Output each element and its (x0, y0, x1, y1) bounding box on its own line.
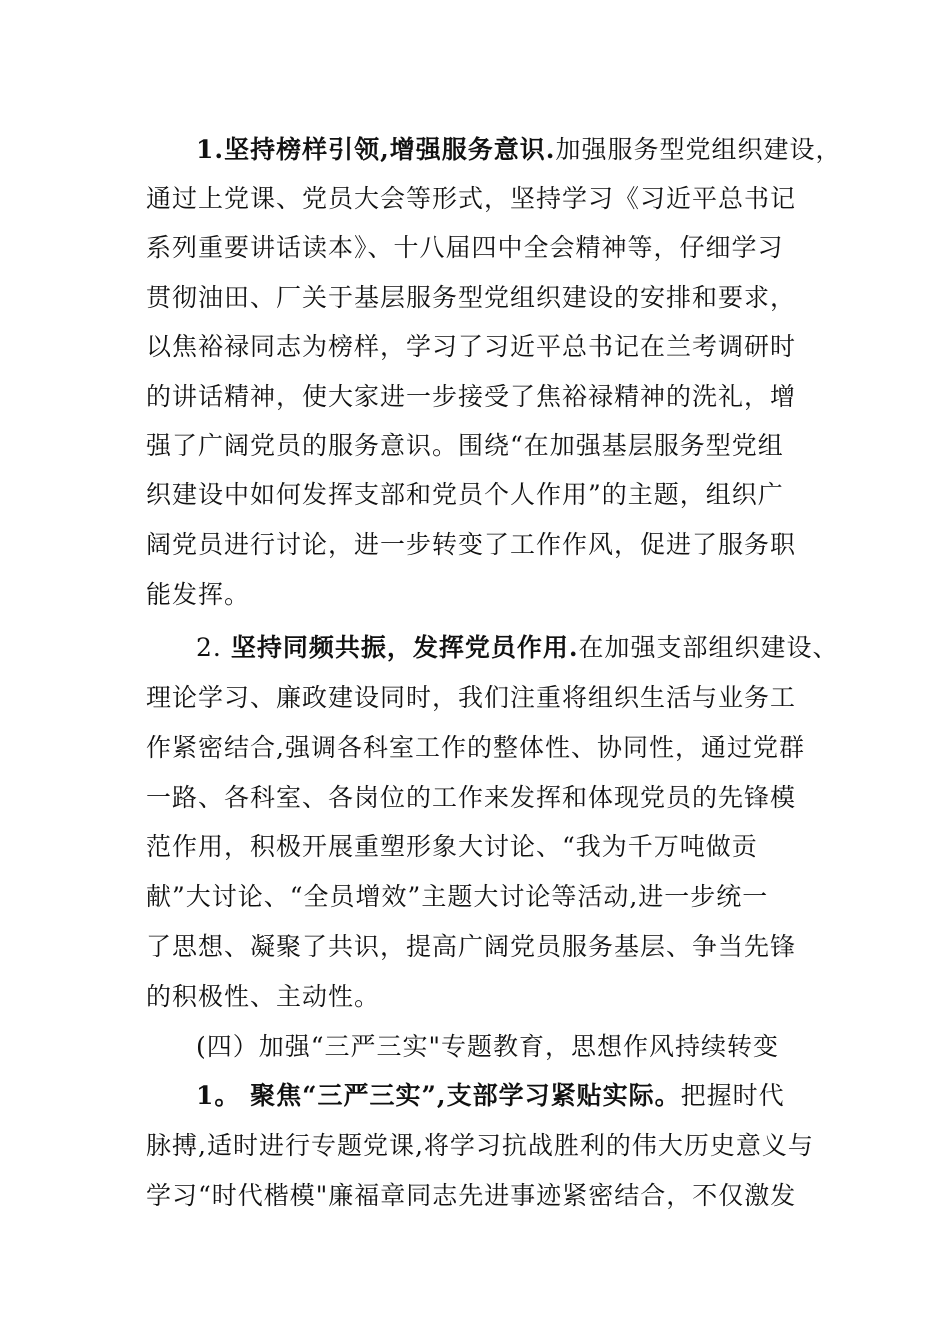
paragraph-line: 学习“时代楷模"廉福章同志先进事迹紧密结合，不仅激发 (146, 1181, 797, 1210)
paragraph-line: 了思想、凝聚了共识，提高广阔党员服务基层、争当先锋 (146, 932, 797, 961)
paragraph-line: 强了广阔党员的服务意识。围绕“在加强基层服务型党组 (146, 431, 784, 460)
paragraph-line: 的讲话精神，使大家进一步接受了焦裕禄精神的洗礼，增 (146, 382, 797, 411)
paragraph-line: 的积极性、主动性。 (146, 982, 381, 1011)
paragraph-line: 作紧密结合,强调各科室工作的整体性、协同性，通过党群 (146, 733, 805, 762)
paragraph-line: 阔党员进行讨论，进一步转变了工作作风，促进了服务职 (146, 530, 797, 559)
paragraph-line (196, 1081, 785, 1111)
item-text: 把握时代 (680, 1081, 785, 1110)
item-title: 1.坚持榜样引领,增强服务意识. (196, 135, 556, 164)
paragraph-line: 以焦裕禄同志为榜样，学习了习近平总书记在兰考调研时 (146, 332, 797, 361)
paragraph-line: 一路、各科室、各岗位的工作来发挥和体现党员的先锋模 (146, 783, 797, 812)
paragraph-line: 理论学习、廉政建设同时，我们注重将组织生活与业务工 (146, 683, 797, 712)
paragraph-line (196, 135, 842, 165)
paragraph-line: 通过上党课、党员大会等形式，坚持学习《习近平总书记 (146, 184, 797, 213)
item-title: 1。 聚焦“三严三实”,支部学习紧贴实际。 (196, 1081, 681, 1110)
paragraph-line: 能发挥。 (146, 580, 251, 609)
paragraph-line: 范作用，积极开展重塑形象大讨论、“我为千万吨做贡 (146, 832, 758, 861)
paragraph-line: 贯彻油田、厂关于基层服务型党组织建设的安排和要求， (146, 283, 797, 312)
paragraph-line: 系列重要讲话读本》、十八届四中全会精神等，仔细学习 (146, 233, 784, 262)
item-text: 加强服务型党组织建设， (555, 135, 842, 164)
item-number: 2. (196, 633, 231, 662)
item-text: 在加强支部组织建设、 (578, 633, 839, 662)
paragraph-line: 脉搏,适时进行专题党课,将学习抗战胜利的伟大历史意义与 (146, 1131, 814, 1160)
paragraph-line: 织建设中如何发挥支部和党员个人作用”的主题，组织广 (146, 480, 784, 509)
section-heading: (四）加强“三严三实"专题教育，思想作风持续转变 (196, 1032, 780, 1061)
paragraph-line (196, 633, 839, 663)
item-title: 坚持同频共振，发挥党员作用. (230, 633, 579, 662)
paragraph-line: 献”大讨论、“全员增效”主题大讨论等活动,进一步统一 (146, 882, 769, 911)
